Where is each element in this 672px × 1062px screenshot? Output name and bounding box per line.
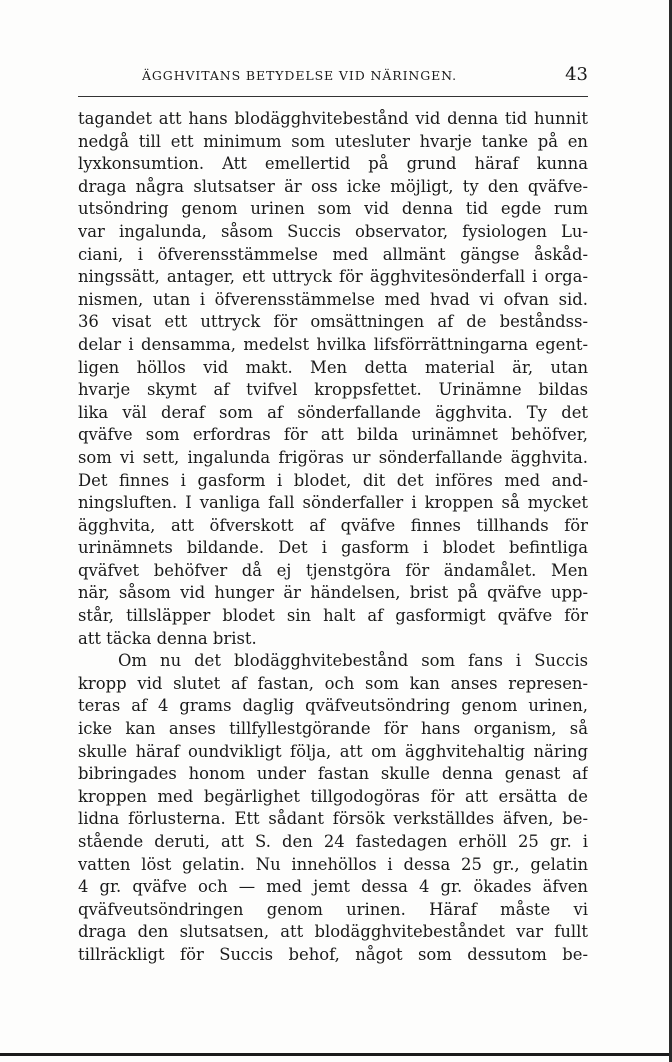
- paragraph-last-line: att täcka denna brist.: [78, 628, 257, 648]
- text-line: kropp vid slutet af fastan, och som kan anses represen-: [78, 673, 588, 693]
- text-line: Det finnes i gasform i blodet, dit det införes med and-: [78, 470, 588, 490]
- bottom-scan-edge: [0, 1053, 672, 1056]
- text-line: tillräckligt för Succis behof, något som dessutom be-: [78, 944, 588, 964]
- text-line: ningsluften. I vanliga fall sönderfaller i kroppen så mycket: [78, 493, 588, 513]
- text-line: skulle häraf oundvikligt följa, att om ägghvitehaltig näring: [78, 741, 588, 761]
- text-line: som vi sett, ingalunda frigöras ur sönderfallande ägghvita.: [78, 447, 588, 467]
- text-line: ägghvita, att öfverskott af qväfve finnes tillhands för: [78, 515, 588, 535]
- text-line: delar i densamma, medelst hvilka lifsförrättningarna egent-: [78, 334, 588, 354]
- running-head: [78, 64, 588, 88]
- text-line: kroppen med begärlighet tillgodogöras för att ersätta de: [78, 786, 588, 806]
- text-line: qväfvet behöfver då ej tjenstgöra för ändamålet. Men: [78, 560, 588, 580]
- text-line: teras af 4 grams daglig qväfveutsöndring genom urinen,: [78, 696, 588, 716]
- text-line: nismen, utan i öfverensstämmelse med hvad vi ofvan sid.: [78, 289, 588, 309]
- text-line: var ingalunda, såsom Succis observator, fysiologen Lu-: [78, 221, 588, 241]
- text-line: qväfve som erfordras för att bilda urinämnet behöfver,: [78, 425, 588, 445]
- text-line: hvarje skymt af tvifvel kroppsfettet. Urinämne bildas: [78, 380, 588, 400]
- text-line: 36 visat ett uttryck för omsättningen af de beståndss-: [78, 312, 588, 332]
- text-line: tagandet att hans blodägghvitebestånd vid denna tid hunnit: [78, 109, 588, 128]
- text-line: utsöndring genom urinen som vid denna tid egde rum: [78, 199, 588, 219]
- text-line: stående deruti, att S. den 24 fastedagen erhöll 25 gr. i: [78, 832, 588, 851]
- text-line: står, tillsläpper blodet sin halt af gasformigt qväfve för: [78, 606, 588, 626]
- text-line: urinämnets bildande. Det i gasform i blodet befintliga: [78, 538, 588, 558]
- text-line: draga några slutsatser är oss icke möjligt, ty den qväfve-: [78, 176, 588, 196]
- paragraph-first-line: Om nu det blodägghvitebestånd som fans i Succis: [118, 651, 588, 671]
- text-line: när, såsom vid hunger är händelsen, brist på qväfve upp-: [78, 583, 588, 603]
- text-line: 4 gr. qväfve och — med jemt dessa 4 gr. ökades äfven: [78, 877, 588, 897]
- text-line: ciani, i öfverensstämmelse med allmänt gängse åskåd-: [78, 244, 588, 264]
- page-number: 43: [565, 64, 588, 85]
- text-line: nedgå till ett minimum som utesluter hvarje tanke på en: [78, 131, 588, 151]
- text-line: qväfveutsöndringen genom urinen. Häraf måste vi: [78, 899, 588, 919]
- text-line: bibringades honom under fastan skulle denna genast af: [78, 764, 588, 784]
- text-line: icke kan anses tillfyllestgörande för hans organism, så: [78, 719, 588, 739]
- body-text: [78, 108, 588, 967]
- text-line: lika väl deraf som af sönderfallande ägghvita. Ty det: [78, 402, 588, 422]
- header-rule: [78, 96, 588, 97]
- text-line: lyxkonsumtion. Att emellertid på grund häraf kunna: [78, 154, 588, 174]
- text-line: ningssätt, antager, ett uttryck för ägghvitesönderfall i orga-: [78, 267, 588, 287]
- text-line: draga den slutsatsen, att blodägghvitebeståndet var fullt: [78, 922, 588, 942]
- text-line: lidna förlusterna. Ett sådant försök verkställdes äfven, be-: [78, 809, 588, 829]
- text-line: ligen höllos vid makt. Men detta material är, utan: [78, 357, 588, 377]
- text-line: vatten löst gelatin. Nu innehöllos i dessa 25 gr., gelatin: [78, 854, 588, 874]
- running-title: ÄGGHVITANS BETYDELSE VID NÄRINGEN.: [142, 68, 458, 83]
